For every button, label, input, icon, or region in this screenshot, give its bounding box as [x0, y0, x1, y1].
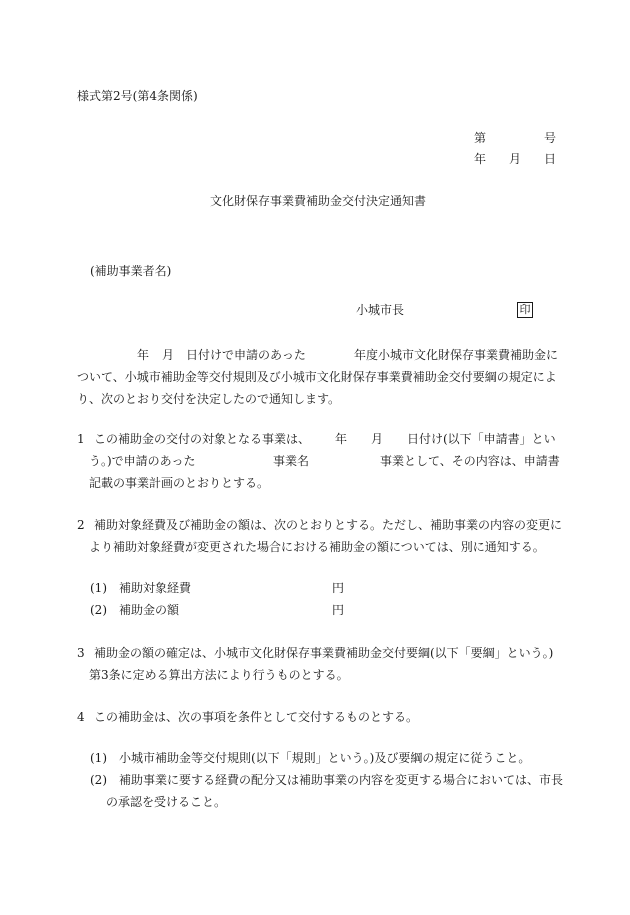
date-year: 年	[474, 152, 487, 166]
document-title: 文化財保存事業費補助金交付決定通知書	[210, 194, 427, 208]
date-month: 月	[509, 152, 522, 166]
seal-box: 印	[517, 302, 533, 318]
date-day: 日	[544, 152, 557, 166]
ref-dai: 第	[474, 131, 487, 145]
recipient-name: (補助事業者名)	[90, 264, 172, 278]
ref-go: 号	[544, 131, 557, 145]
issuer-name: 小城市長	[356, 303, 405, 317]
form-label: 様式第2号(第4条関係)	[77, 89, 198, 103]
